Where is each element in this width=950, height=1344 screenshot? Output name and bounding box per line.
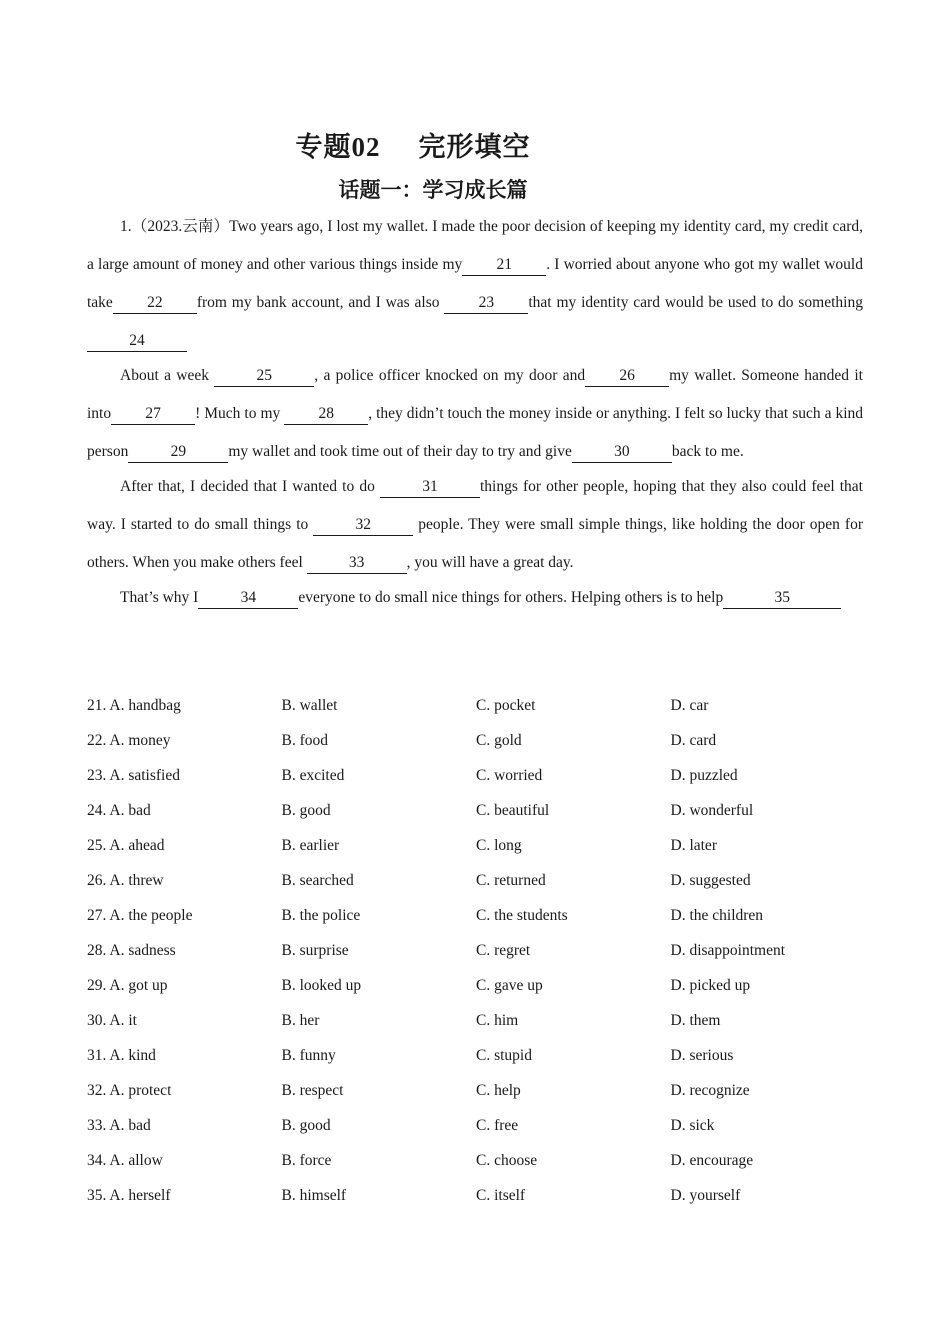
blank-25: 25 [214,366,314,387]
option-b: B. funny [281,1047,336,1064]
option-c: C. returned [476,872,546,889]
option-c: C. itself [476,1187,526,1204]
option-row-26 [87,872,867,907]
blank-23: 23 [444,293,528,314]
option-b: B. excited [281,767,345,784]
blank-21: 21 [462,255,546,276]
option-a: 34. A. allow [87,1152,163,1169]
option-b: B. surprise [281,942,349,959]
page-title [0,125,826,164]
option-c: C. him [476,1012,519,1029]
option-d: D. car [670,697,709,714]
option-b: B. the police [281,907,361,924]
option-a: 21. A. handbag [87,697,181,714]
option-c: C. gold [476,732,522,749]
option-d: D. later [670,837,717,854]
option-d: D. yourself [670,1187,741,1204]
blank-28: 28 [284,404,368,425]
option-c: C. help [476,1082,521,1099]
option-row-28 [87,942,867,977]
option-c: C. gave up [476,977,543,994]
option-b: B. her [281,1012,320,1029]
option-c: C. regret [476,942,531,959]
option-b: B. good [281,1117,331,1134]
paragraph-3: After that, I decided that I wanted to do 31 things for other people, hoping that they also could feel that way. I started to do small things to 32 people. They were small simple things, like holding the door open for others. When you make others feel 33 , you will have a great day. [87,468,863,582]
option-row-24 [87,802,867,837]
option-a: 31. A. kind [87,1047,156,1064]
blank-34: 34 [198,588,298,609]
option-d: D. them [670,1012,721,1029]
option-d: D. wonderful [670,802,754,819]
option-b: B. wallet [281,697,338,714]
option-a: 29. A. got up [87,977,168,994]
title-name: 完形填空 [418,132,531,162]
option-b: B. force [281,1152,332,1169]
blank-33: 33 [307,553,407,574]
paragraph-1: 1.（2023.云南）Two years ago, I lost my wallet. I made the poor decision of keeping my identity card, my credit card, a large amount of money and other various things inside my 21 . I worried about anyone who got my wallet would take 22 from my bank account, and I was also 23 that my identity card would be used to do something24 [87,208,863,360]
section-subtitle: 话题一：学习成长篇 [338,178,528,202]
option-a: 32. A. protect [87,1082,172,1099]
blank-29: 29 [128,442,228,463]
option-d: D. puzzled [670,767,738,784]
option-d: D. sick [670,1117,715,1134]
option-row-27 [87,907,867,942]
option-a: 28. A. sadness [87,942,176,959]
option-row-21 [87,697,867,732]
blank-32: 32 [313,515,413,536]
option-d: D. encourage [670,1152,754,1169]
option-row-22 [87,732,867,767]
option-b: B. searched [281,872,354,889]
option-a: 25. A. ahead [87,837,165,854]
paragraph-2: About a week 25 , a police officer knocked on my door and 26 my wallet. Someone handed it into 27 ! Much to my 28 , they didn’t touch the money inside or anything. I felt so lucky that such a kind person 29 my wallet and took time out of their day to try and give 30 back to me. [87,357,863,471]
option-a: 33. A. bad [87,1117,151,1134]
option-c: C. pocket [476,697,536,714]
option-a: 23. A. satisfied [87,767,180,784]
option-a: 26. A. threw [87,872,164,889]
blank-30: 30 [572,442,672,463]
option-b: B. looked up [281,977,362,994]
option-d: D. disappointment [670,942,786,959]
option-a: 24. A. bad [87,802,151,819]
option-b: B. good [281,802,331,819]
option-row-29 [87,977,867,1012]
option-row-30 [87,1012,867,1047]
blank-24: 24 [87,331,187,352]
option-d: D. the children [670,907,764,924]
option-c: C. stupid [476,1047,532,1064]
title-topic: 专题02 [295,132,381,162]
option-a: 30. A. it [87,1012,137,1029]
option-c: C. worried [476,767,543,784]
option-c: C. choose [476,1152,538,1169]
option-d: D. card [670,732,717,749]
option-d: D. recognize [670,1082,750,1099]
option-row-32 [87,1082,867,1117]
option-a: 35. A. herself [87,1187,171,1204]
blank-26: 26 [585,366,669,387]
answer-options [87,697,867,1222]
blank-22: 22 [113,293,197,314]
option-b: B. earlier [281,837,340,854]
blank-35: 35 [723,588,841,609]
cloze-passage [87,208,863,614]
blank-27: 27 [111,404,195,425]
option-row-34 [87,1152,867,1187]
option-b: B. respect [281,1082,344,1099]
option-row-31 [87,1047,867,1082]
blank-31: 31 [380,477,480,498]
option-c: C. free [476,1117,519,1134]
option-c: C. long [476,837,522,854]
option-row-25 [87,837,867,872]
option-row-23 [87,767,867,802]
paragraph-4: That’s why I 34 everyone to do small nice things for others. Helping others is to help 35 [87,579,863,617]
option-b: B. himself [281,1187,347,1204]
option-a: 22. A. money [87,732,171,749]
option-d: D. suggested [670,872,751,889]
option-c: C. beautiful [476,802,550,819]
option-row-35 [87,1187,867,1222]
option-b: B. food [281,732,328,749]
option-d: D. picked up [670,977,751,994]
option-d: D. serious [670,1047,734,1064]
option-row-33 [87,1117,867,1152]
option-a: 27. A. the people [87,907,193,924]
option-c: C. the students [476,907,568,924]
